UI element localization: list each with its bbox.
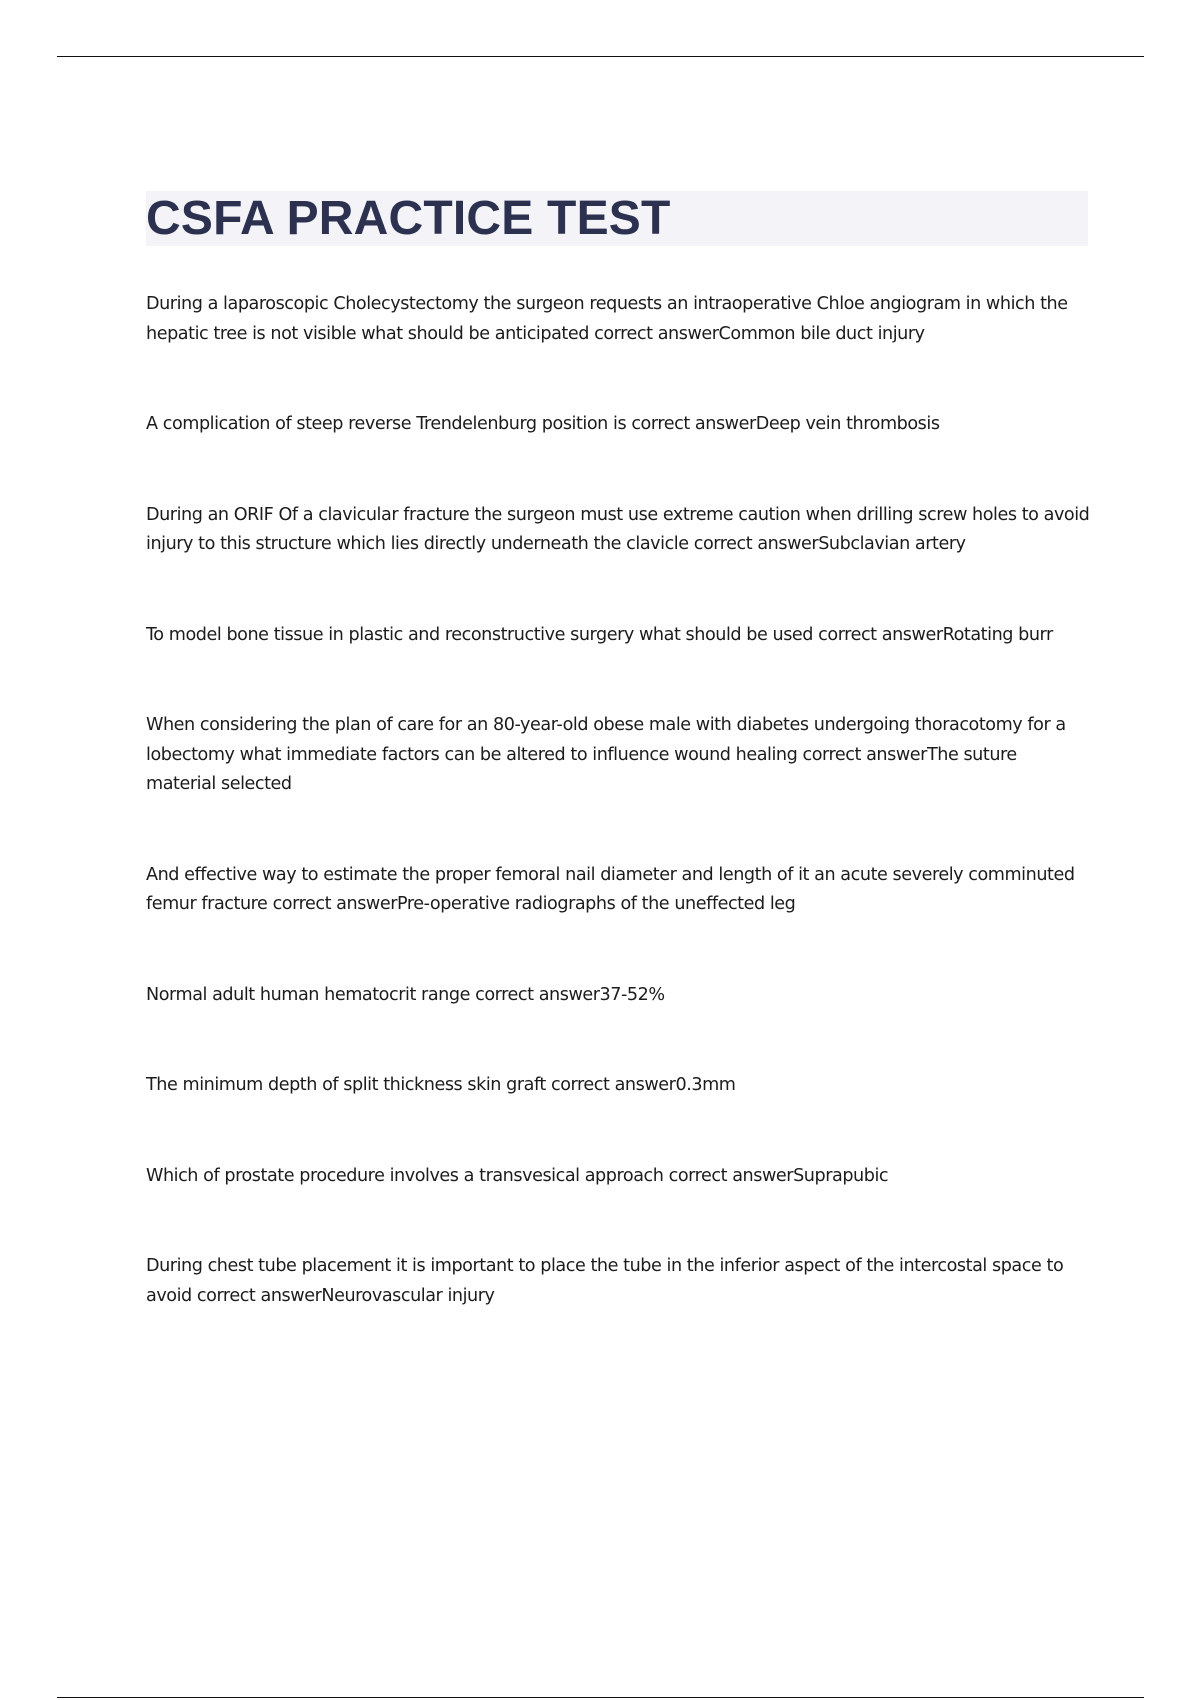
answer-text: Suprapubic	[793, 1165, 889, 1186]
qa-item	[146, 1162, 1091, 1192]
question-list	[146, 290, 1091, 1372]
question-text: And effective way to estimate the proper femoral nail diameter and length of it an acute severely comminuted femur fracture	[146, 864, 1075, 914]
qa-item	[146, 290, 1091, 349]
header-rule	[57, 56, 1144, 57]
question-text: To model bone tissue in plastic and reconstructive surgery what should be used	[146, 624, 814, 645]
answer-separator: correct answer	[469, 984, 600, 1005]
answer-separator: correct answer	[813, 624, 943, 645]
qa-item	[146, 861, 1091, 920]
question-text: When considering the plan of care for an 80-year-old obese male with diabetes undergoing thoracotomy for a lobectomy what immediate factors can be altered to influence wound healing	[146, 715, 1066, 765]
question-text: A complication of steep reverse Trendelenburg position is	[146, 414, 627, 434]
answer-separator: correct answer	[688, 534, 819, 554]
answer-text: Rotating burr	[942, 624, 1053, 645]
page-title: CSFA PRACTICE TEST	[146, 192, 671, 245]
question-text: Normal adult human hematocrit range	[146, 984, 470, 1005]
answer-separator: correct answer	[663, 1165, 794, 1186]
answer-text: Pre-operative radiographs of the uneffected leg	[397, 894, 796, 914]
question-text: The minimum depth of split thickness skin graft	[146, 1075, 546, 1095]
question-text: During chest tube placement it is important to place the tube in the inferior aspect of the intercostal space to avoid	[146, 1256, 1064, 1306]
footer-rule	[57, 1697, 1144, 1698]
answer-text: Deep vein thrombosis	[755, 414, 940, 434]
answer-text: 37-52%	[599, 984, 665, 1005]
qa-item	[146, 410, 1091, 440]
question-text: During a laparoscopic Cholecystectomy the surgeon requests an intraoperative Chloe angiogram in which the hepatic tree is not visible what should be anticipated	[146, 294, 1068, 344]
answer-separator: correct answer	[267, 894, 398, 914]
answer-separator: correct answer	[797, 744, 927, 765]
answer-separator: correct answer	[545, 1075, 676, 1095]
qa-item	[146, 501, 1091, 560]
answer-text: Neurovascular injury	[321, 1285, 495, 1306]
answer-text: Common bile duct injury	[718, 323, 925, 344]
qa-item	[146, 711, 1091, 800]
answer-separator: correct answer	[191, 1285, 322, 1306]
answer-text: Subclavian artery	[818, 534, 966, 554]
qa-item	[146, 981, 1091, 1011]
qa-item	[146, 1252, 1091, 1311]
qa-item	[146, 621, 1091, 651]
question-text: Which of prostate procedure involves a transvesical approach	[146, 1165, 664, 1186]
answer-text: The suture material selected	[146, 744, 1017, 794]
answer-text: 0.3mm	[675, 1075, 736, 1095]
answer-separator: correct answer	[588, 323, 719, 344]
answer-separator: correct answer	[626, 414, 756, 434]
qa-item	[146, 1071, 1091, 1101]
question-text: During an ORIF Of a clavicular fracture the surgeon must use extreme caution when drilling screw holes to avoid injury to this structure which lies directly underneath the clavicle	[146, 504, 1090, 554]
